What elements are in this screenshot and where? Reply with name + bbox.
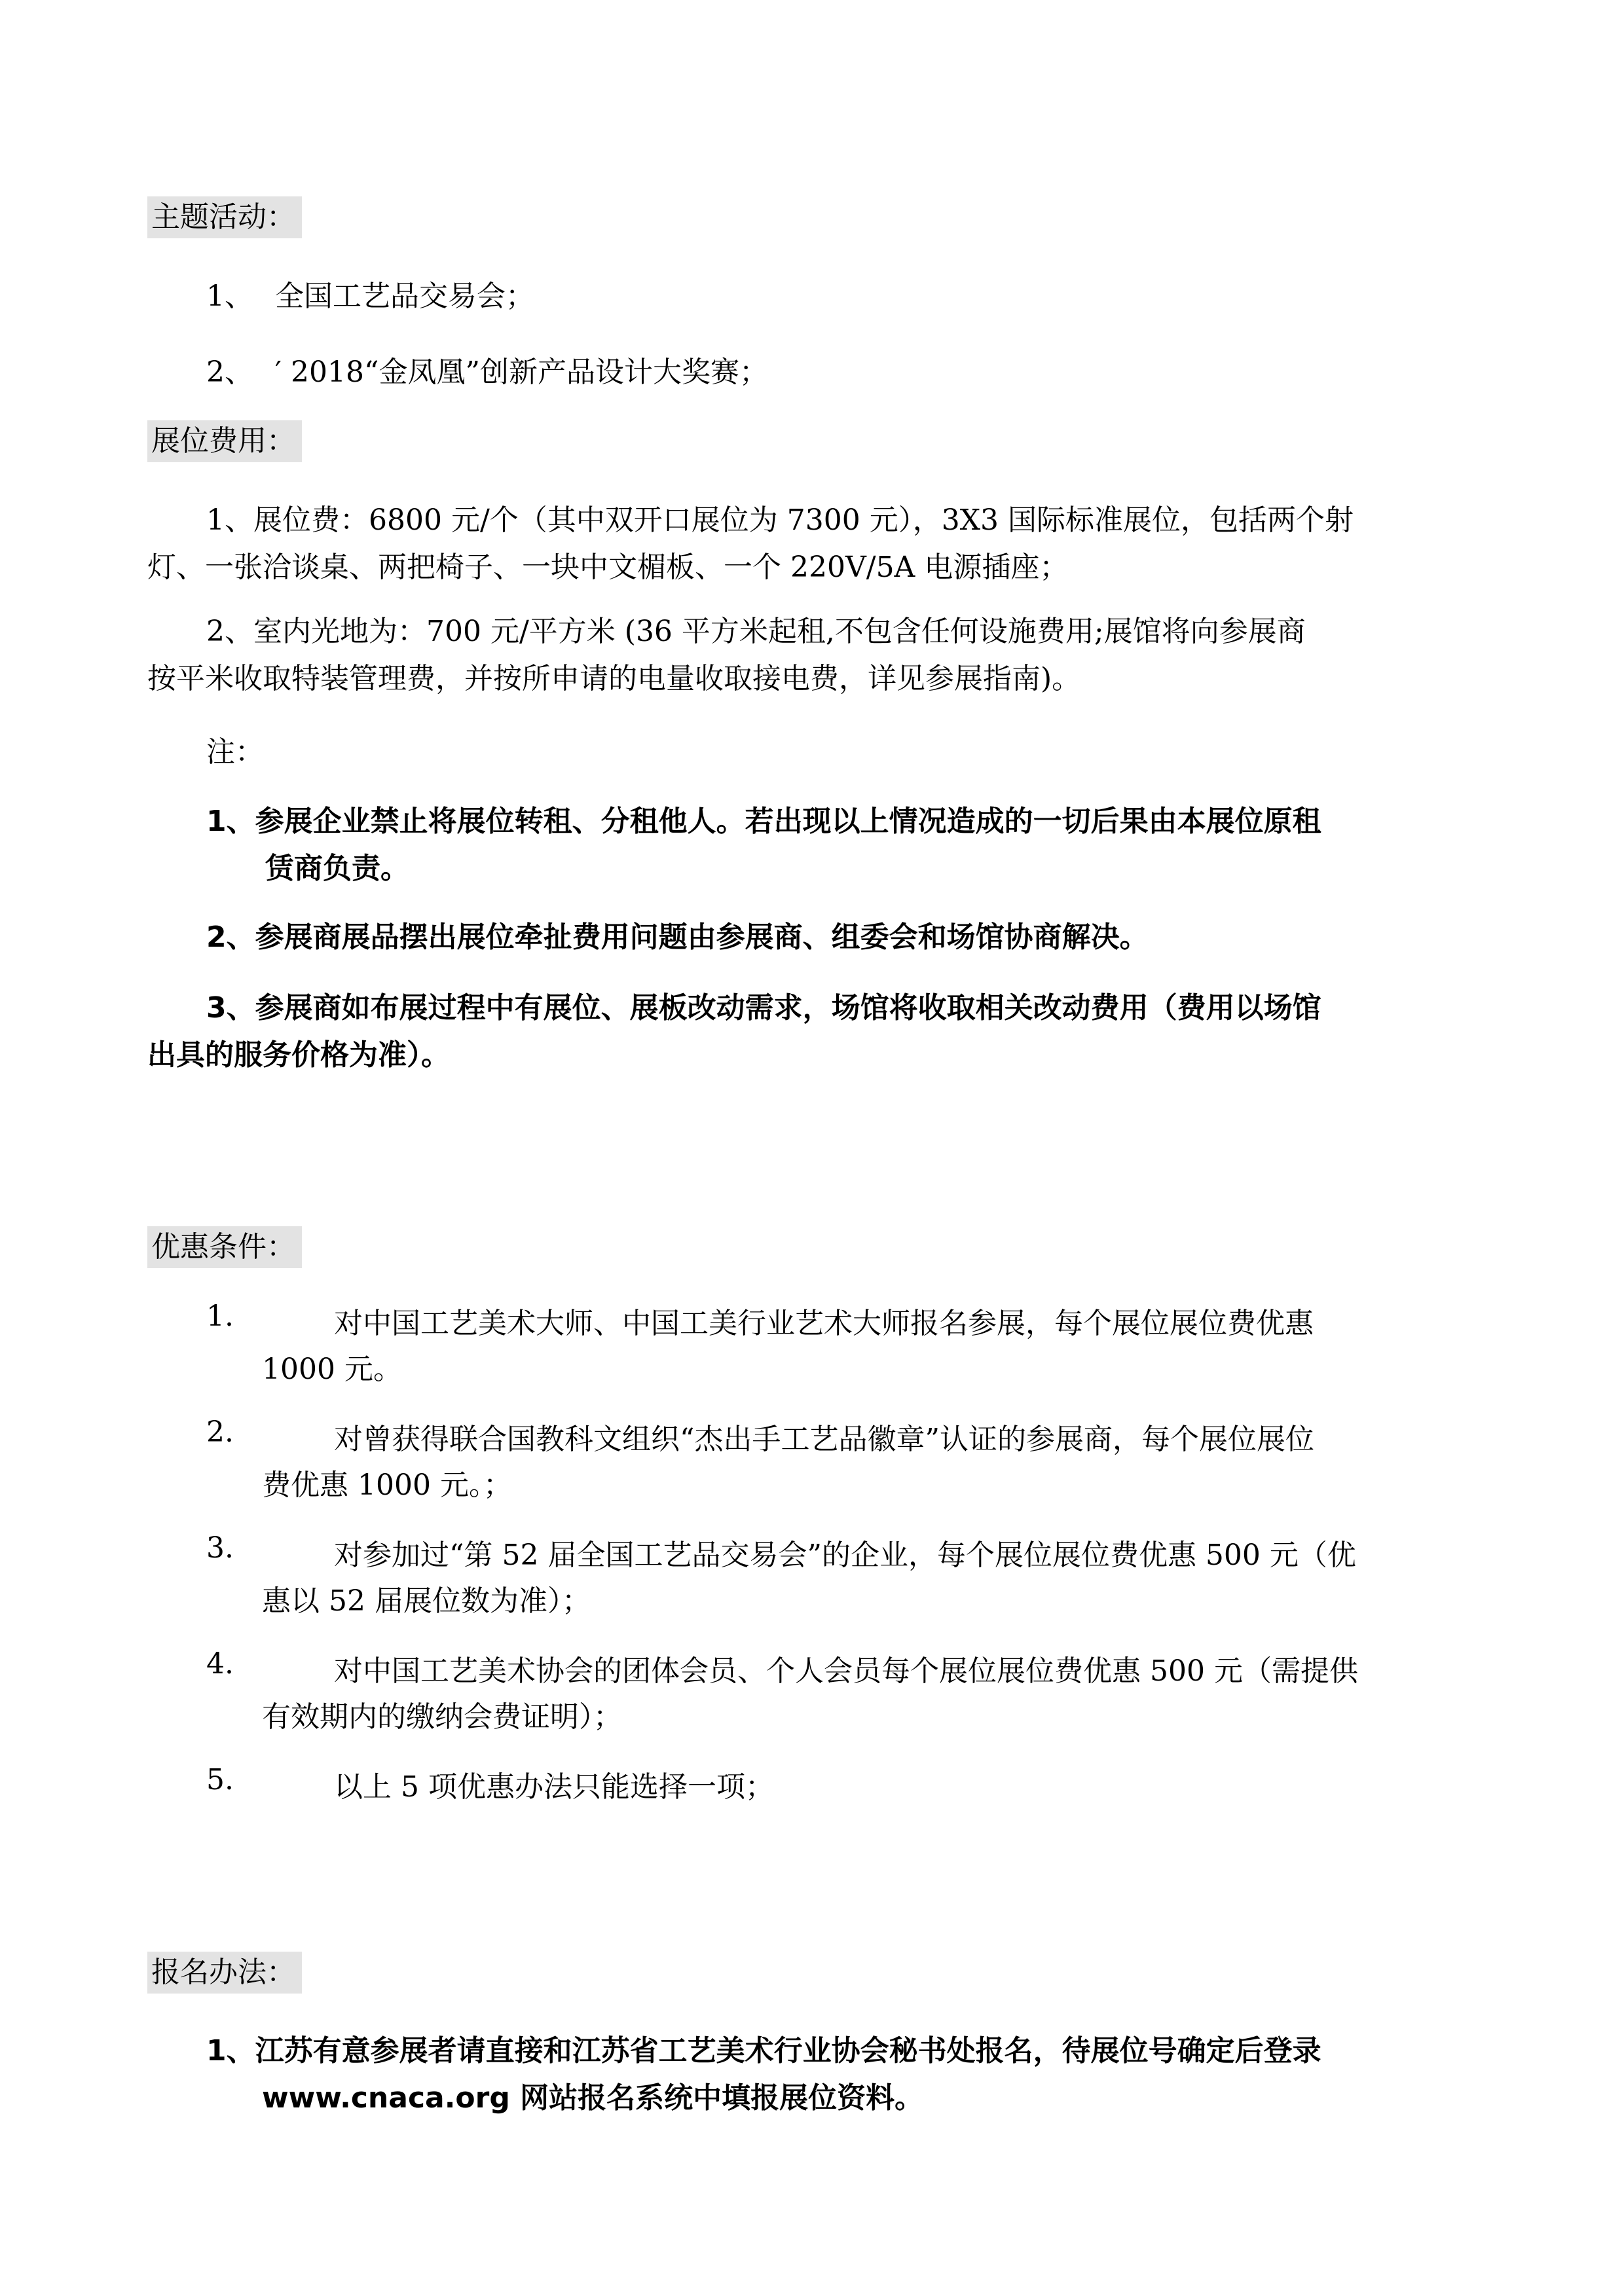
list-item: 以上 5 项优惠办法只能选择一项； <box>334 1770 774 1804</box>
section-heading-fees: 展位费用： <box>147 420 302 462</box>
list-number: 4. <box>206 1647 234 1681</box>
list-item: 1000 元。 <box>262 1353 402 1386</box>
list-item: 对曾获得联合国教科文组织“杰出手工艺品徽章”认证的参展商，每个展位展位 <box>334 1423 1314 1456</box>
list-number: 3. <box>206 1531 234 1565</box>
paragraph-line: 按平米收取特装管理费，并按所申请的电量收取接电费，详见参展指南)。 <box>147 662 1081 695</box>
note-line: 出具的服务价格为准）。 <box>147 1038 450 1072</box>
list-item: 对中国工艺美术协会的团体会员、个人会员每个展位展位费优惠 500 元（需提供 <box>334 1654 1358 1688</box>
list-number: 2. <box>206 1415 234 1449</box>
list-item: 对中国工艺美术大师、中国工美行业艺术大师报名参展，每个展位展位费优惠 <box>334 1307 1314 1340</box>
paragraph-line: www.cnaca.org 网站报名系统中填报展位资料。 <box>262 2081 924 2115</box>
paragraph-line: 灯、一张洽谈桌、两把椅子、一块中文楣板、一个 220V/5A 电源插座； <box>147 551 1069 584</box>
list-number: 2、 <box>206 355 253 389</box>
list-number: 1. <box>206 1300 234 1333</box>
note-line: 1、参展企业禁止将展位转租、分租他人。若出现以上情况造成的一切后果由本展位原租 <box>206 805 1321 838</box>
note-line: 3、参展商如布展过程中有展位、展板改动需求，场馆将收取相关改动费用（费用以场馆 <box>206 991 1321 1025</box>
list-item: ′ 2018“金凤凰”创新产品设计大奖赛； <box>275 355 768 389</box>
section-heading-registration: 报名办法： <box>147 1952 302 1994</box>
paragraph-line: 1、展位费：6800 元/个（其中双开口展位为 7300 元），3X3 国际标准展位，包括两个射 <box>206 503 1354 537</box>
list-item: 惠以 52 届展位数为准）； <box>262 1584 591 1618</box>
section-heading-discount: 优惠条件： <box>147 1226 302 1268</box>
note-label: 注： <box>206 735 264 769</box>
list-item: 对参加过“第 52 届全国工艺品交易会”的企业，每个展位展位费优惠 500 元（优 <box>334 1539 1356 1572</box>
paragraph-line: 1、江苏有意参展者请直接和江苏省工艺美术行业协会秘书处报名，待展位号确定后登录 <box>206 2034 1321 2068</box>
list-item: 有效期内的缴纳会费证明）； <box>262 1700 622 1734</box>
list-number: 5. <box>206 1763 234 1796</box>
list-item: 全国工艺品交易会； <box>275 280 534 313</box>
note-line: 2、参展商展品摆出展位牵扯费用问题由参展商、组委会和场馆协商解决。 <box>206 920 1149 954</box>
list-number: 1、 <box>206 280 253 313</box>
list-item: 费优惠 1000 元。； <box>262 1468 512 1502</box>
section-heading-theme: 主题活动： <box>147 196 302 238</box>
paragraph-line: 2、室内光地为：700 元/平方米 (36 平方米起租,不包含任何设施费用;展馆将向参展商 <box>206 615 1306 648</box>
note-line: 赁商负责。 <box>265 852 409 885</box>
